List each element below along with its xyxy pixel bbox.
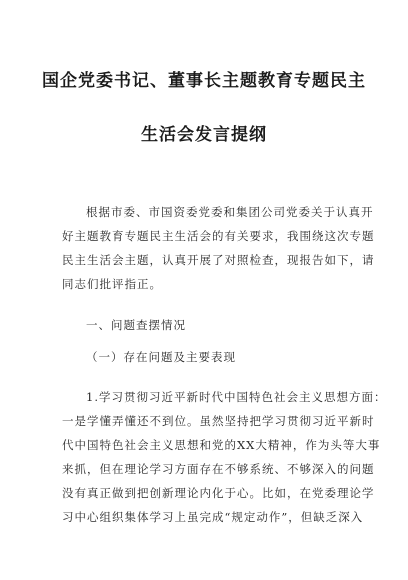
intro-paragraph-line: 根据市委、市国资委党委和集团公司党委关于认真开 xyxy=(86,205,374,219)
body-paragraph-line: 1.学习贯彻习近平新时代中国特色社会主义思想方面： xyxy=(86,390,387,404)
body-paragraph-line: 没有真正做到把创新理论内化于心。比如，在党委理论学 xyxy=(62,486,375,500)
document-title-line-1: 国企党委书记、董事长主题教育专题民主 xyxy=(42,71,366,91)
intro-paragraph-line: 好主题教育专题民主生活会的有关要求，我围绕这次专题 xyxy=(62,229,375,243)
intro-paragraph-line: 民主生活会主题，认真开展了对照检查，现报告如下，请 xyxy=(62,253,375,267)
body-paragraph-line: 习中心组织集体学习上虽完成“规定动作”，但缺乏深入 xyxy=(62,510,364,524)
document-title-line-2: 生活会发言提纲 xyxy=(141,125,267,145)
intro-paragraph-line: 同志们批评指正。 xyxy=(62,277,162,291)
subsection-heading: （一）存在问题及主要表现 xyxy=(86,350,236,364)
body-paragraph-line: 代中国特色社会主义思想和党的XX大精神，作为头等大事 xyxy=(62,438,381,452)
body-paragraph-line: 一是学懂弄懂还不到位。虽然坚持把学习贯彻习近平新时 xyxy=(62,414,375,428)
body-paragraph-line: 来抓，但在理论学习方面存在不够系统、不够深入的问题 xyxy=(62,462,375,476)
section-heading: 一、问题查摆情况 xyxy=(86,318,186,332)
